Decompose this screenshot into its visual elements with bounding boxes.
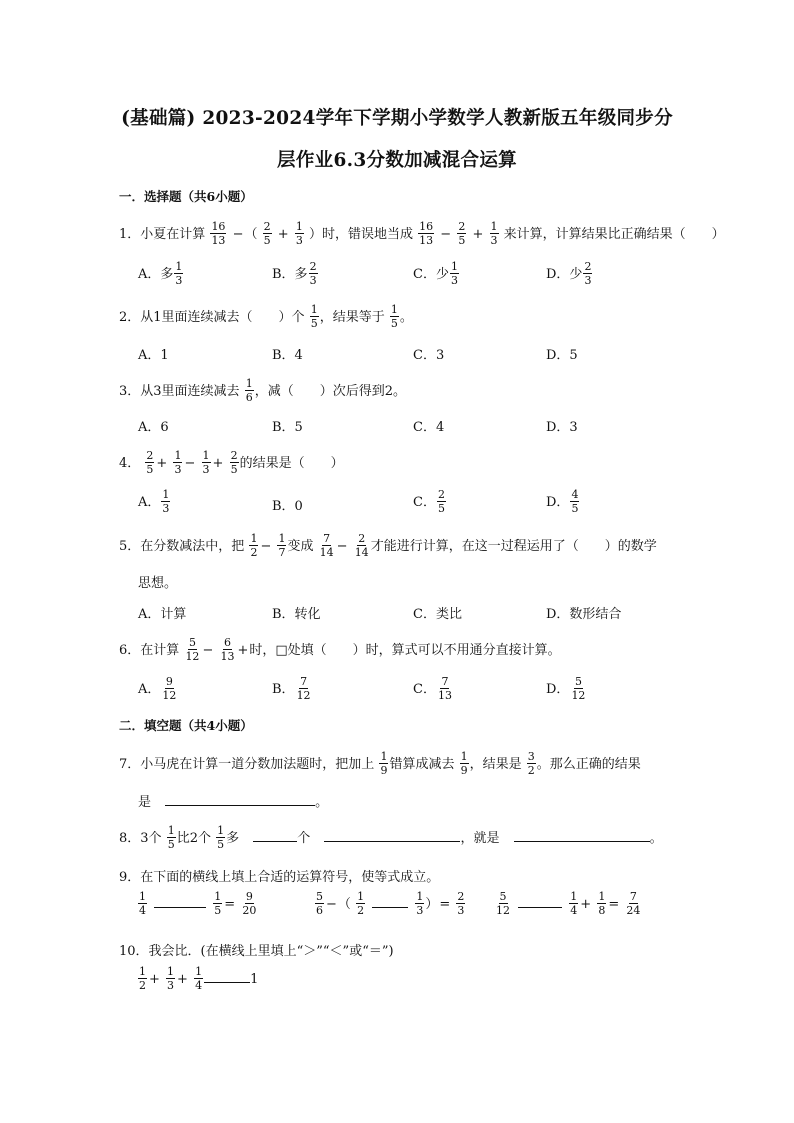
- q8-blank-2[interactable]: [324, 829, 460, 842]
- fraction: $\frac{16}{13}$: [419, 220, 434, 247]
- q9-blank-2[interactable]: [372, 895, 408, 908]
- q9-equation-3: $\frac{5}{12}$ $\frac{1}{4}$ + $\frac{1}{8}$ = $\frac{7}{24}$: [496, 890, 641, 917]
- fraction: $\frac{2}{14}$: [354, 532, 369, 559]
- q9-equation-2: $\frac{5}{6}$ −（ $\frac{1}{2}$ $\frac{1}{3}$ ）= $\frac{2}{3}$: [316, 890, 465, 917]
- q8-blank-3[interactable]: [514, 829, 650, 842]
- q1-option-b[interactable]: B．多 $\frac{2}{3}$: [272, 260, 317, 287]
- q9-blank-3[interactable]: [518, 895, 562, 908]
- q7-answer-blank[interactable]: [165, 793, 315, 806]
- q6-option-c[interactable]: C． $\frac{7}{13}$: [413, 675, 452, 702]
- q3-option-d[interactable]: D．3: [546, 420, 578, 435]
- q4-option-d[interactable]: D． $\frac{4}{5}$: [546, 488, 579, 515]
- section-fill-in: 二．填空题（共4小题）: [119, 718, 253, 733]
- q5-option-b[interactable]: B．转化: [272, 607, 321, 622]
- fraction: $\frac{1}{5}$: [217, 824, 225, 851]
- fraction: $\frac{16}{13}$: [211, 220, 226, 247]
- q9-blank-1[interactable]: [154, 895, 206, 908]
- fraction: $\frac{1}{3}$: [202, 449, 210, 476]
- question-3: 3．从3里面连续减去 $\frac{1}{6}$ ，减（ ）次后得到2。: [119, 377, 406, 404]
- worksheet-title-line1: (基础篇) 2023-2024学年下学期小学数学人教新版五年级同步分: [121, 108, 673, 129]
- fraction: $\frac{1}{2}$: [250, 532, 258, 559]
- q2-option-c[interactable]: C．3: [413, 348, 445, 363]
- question-10: 10．我会比．(在横线上里填上“＞”“＜”或“＝”): [119, 944, 394, 959]
- q6-option-b[interactable]: B． $\frac{7}{12}$: [272, 675, 311, 702]
- question-2: 2．从1里面连续减去（ ）个 $\frac{1}{5}$ ，结果等于 $\frac{1}{5}$ 。: [119, 303, 413, 330]
- q10-blank[interactable]: [204, 970, 250, 983]
- q6-option-a[interactable]: A． $\frac{9}{12}$: [138, 675, 177, 702]
- fraction: $\frac{1}{3}$: [295, 220, 303, 247]
- question-5: 5．在分数减法中，把 $\frac{1}{2}$ − $\frac{1}{7}$ 变成 $\frac{7}{14}$ − $\frac{2}{14}$ 才能进行计算，在这一过程运用了（ ）的数学: [119, 532, 657, 559]
- question-7: 7．小马虎在计算一道分数加法题时，把加上 $\frac{1}{9}$ 错算成减去 $\frac{1}{9}$ ，结果是 $\frac{3}{2}$ 。那么正确的结果: [119, 750, 641, 777]
- fraction: $\frac{2}{5}$: [458, 220, 466, 247]
- fraction: $\frac{1}{3}$: [490, 220, 498, 247]
- fraction: $\frac{2}{5}$: [146, 449, 154, 476]
- q5-option-c[interactable]: C．类比: [413, 607, 462, 622]
- q2-option-b[interactable]: B．4: [272, 348, 303, 363]
- question-1: 1．小夏在计算 $\frac{16}{13}$ −（ $\frac{2}{5}$ + $\frac{1}{3}$ ）时，错误地当成 $\frac{16}{13}$ − $\frac{2}{5}$ + $\frac{1}{3}$ 来计算，计算结果比正确结果（ ）: [119, 220, 725, 247]
- q1-option-d[interactable]: D．少 $\frac{2}{3}$: [546, 260, 592, 287]
- q9-equation-1: $\frac{1}{4}$ $\frac{1}{5}$ = $\frac{9}{20}$: [139, 890, 257, 917]
- fraction: $\frac{1}{9}$: [460, 750, 468, 777]
- q1-option-a[interactable]: A．多 $\frac{1}{3}$: [138, 260, 183, 287]
- fraction: $\frac{5}{12}$: [185, 636, 200, 663]
- fraction: $\frac{1}{5}$: [167, 824, 175, 851]
- fraction: $\frac{2}{5}$: [263, 220, 271, 247]
- fraction: $\frac{7}{14}$: [319, 532, 334, 559]
- fraction: $\frac{6}{13}$: [220, 636, 235, 663]
- worksheet-title-line2: 层作业6.3分数加减混合运算: [277, 150, 517, 171]
- question-5-line2: 思想。: [138, 576, 178, 591]
- q4-option-a[interactable]: A． $\frac{1}{3}$: [138, 488, 170, 515]
- q3-option-c[interactable]: C．4: [413, 420, 445, 435]
- section-multiple-choice: 一．选择题（共6小题）: [119, 189, 253, 204]
- question-4: 4． $\frac{2}{5}$ + $\frac{1}{3}$ − $\frac{1}{3}$ + $\frac{2}{5}$ 的结果是（ ）: [119, 449, 344, 476]
- q3-option-b[interactable]: B．5: [272, 420, 303, 435]
- q10-comparison: $\frac{1}{2}$ + $\frac{1}{3}$ + $\frac{1}{4}$ 1: [139, 965, 259, 992]
- q2-option-a[interactable]: A．1: [138, 348, 169, 363]
- q4-option-b[interactable]: B．0: [272, 499, 303, 514]
- q2-option-d[interactable]: D．5: [546, 348, 578, 363]
- q4-option-c[interactable]: C． $\frac{2}{5}$: [413, 488, 445, 515]
- fraction: $\frac{3}{2}$: [527, 750, 535, 777]
- q3-option-a[interactable]: A．6: [138, 420, 169, 435]
- fraction: $\frac{1}{7}$: [278, 532, 286, 559]
- q6-option-d[interactable]: D． $\frac{5}{12}$: [546, 675, 586, 702]
- question-8: 8．3个 $\frac{1}{5}$ 比2个 $\frac{1}{5}$ 多 个 ，就是 。: [119, 824, 663, 851]
- q8-blank-1[interactable]: [253, 829, 297, 842]
- fraction: $\frac{1}{9}$: [380, 750, 388, 777]
- question-7-line2: 是 。: [138, 795, 329, 810]
- fraction: $\frac{1}{6}$: [245, 377, 253, 404]
- fraction: $\frac{1}{5}$: [390, 303, 398, 330]
- fraction: $\frac{2}{5}$: [230, 449, 238, 476]
- fraction: $\frac{1}{3}$: [174, 449, 182, 476]
- q1-option-c[interactable]: C．少 $\frac{1}{3}$: [413, 260, 458, 287]
- question-6: 6．在计算 $\frac{5}{12}$ − $\frac{6}{13}$ +时，□处填（ ）时，算式可以不用通分直接计算。: [119, 636, 561, 663]
- question-9: 9．在下面的横线上填上合适的运算符号，使等式成立。: [119, 870, 440, 885]
- fraction: $\frac{1}{5}$: [310, 303, 318, 330]
- q5-option-a[interactable]: A．计算: [138, 607, 187, 622]
- q5-option-d[interactable]: D．数形结合: [546, 607, 622, 622]
